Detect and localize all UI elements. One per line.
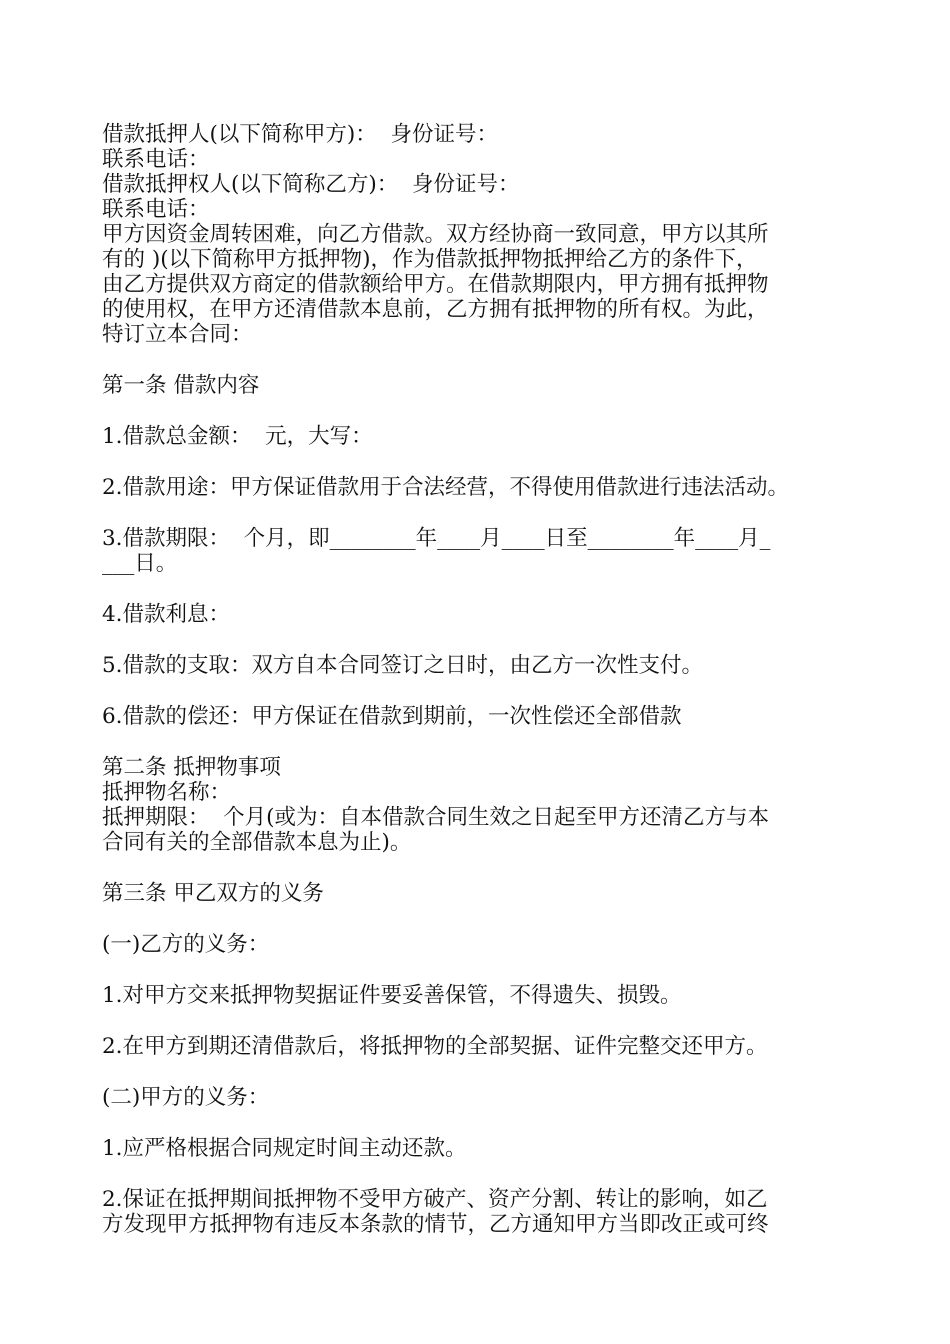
article-1-item-3: 3.借款期限： 个月，即________年____月____日至________年____月_ <box>102 526 771 551</box>
spacer <box>102 1110 862 1136</box>
intro-line: 由乙方提供双方商定的借款额给甲方。在借款期限内，甲方拥有抵押物 <box>102 272 769 297</box>
spacer <box>102 576 862 602</box>
article-1-item-1: 1.借款总金额： 元，大写： <box>102 424 373 449</box>
party-b-phone: 联系电话： <box>102 197 210 222</box>
spacer <box>102 855 862 881</box>
party-a-duties-heading: (二)甲方的义务： <box>102 1085 270 1110</box>
contract-document <box>102 122 862 1237</box>
party-b-line: 借款抵押权人(以下简称乙方)： 身份证号： <box>102 172 520 197</box>
intro-line: 的使用权，在甲方还清借款本息前，乙方拥有抵押物的所有权。为此， <box>102 297 769 322</box>
spacer <box>102 729 862 755</box>
spacer <box>102 1161 862 1187</box>
spacer <box>102 957 862 983</box>
spacer <box>102 1059 862 1085</box>
article-2-term: 抵押期限： 个月(或为：自本借款合同生效之日起至甲方还清乙方与本 <box>102 805 770 830</box>
spacer <box>102 1008 862 1034</box>
spacer <box>102 906 862 932</box>
spacer <box>102 449 862 475</box>
intro-line: 有的 )(以下简称甲方抵押物)，作为借款抵押物抵押给乙方的条件下， <box>102 247 758 272</box>
party-a-duty-2-cont: 方发现甲方抵押物有违反本条款的情节，乙方通知甲方当即改正或可终 <box>102 1212 769 1237</box>
article-2-term-cont: 合同有关的全部借款本息为止)。 <box>102 830 412 855</box>
spacer <box>102 347 862 373</box>
article-1-item-2: 2.借款用途：甲方保证借款用于合法经营，不得使用借款进行违法活动。 <box>102 475 790 500</box>
article-2-title: 第二条 抵押物事项 <box>102 755 281 780</box>
article-1-item-4: 4.借款利息： <box>102 602 231 627</box>
party-a-duty-2: 2.保证在抵押期间抵押物不受甲方破产、资产分割、转让的影响，如乙 <box>102 1187 768 1212</box>
article-1-item-5: 5.借款的支取：双方自本合同签订之日时，由乙方一次性支付。 <box>102 653 704 678</box>
article-2-name: 抵押物名称： <box>102 780 232 805</box>
article-1-item-3-cont: ___日。 <box>102 551 178 576</box>
article-1-item-6: 6.借款的偿还：甲方保证在借款到期前，一次性偿还全部借款 <box>102 704 682 729</box>
spacer <box>102 500 862 526</box>
intro-line: 甲方因资金周转困难，向乙方借款。双方经协商一致同意，甲方以其所 <box>102 222 769 247</box>
spacer <box>102 627 862 653</box>
spacer <box>102 678 862 704</box>
party-b-duty-1: 1.对甲方交来抵押物契据证件要妥善保管，不得遗失、损毁。 <box>102 983 682 1008</box>
party-b-duty-2: 2.在甲方到期还清借款后，将抵押物的全部契据、证件完整交还甲方。 <box>102 1034 768 1059</box>
party-b-duties-heading: (一)乙方的义务： <box>102 932 270 957</box>
party-a-duty-1: 1.应严格根据合同规定时间主动还款。 <box>102 1136 467 1161</box>
spacer <box>102 398 862 424</box>
article-1-title: 第一条 借款内容 <box>102 373 260 398</box>
party-a-line: 借款抵押人(以下简称甲方)： 身份证号： <box>102 122 498 147</box>
article-3-title: 第三条 甲乙双方的义务 <box>102 881 324 906</box>
party-a-phone: 联系电话： <box>102 147 210 172</box>
intro-line: 特订立本合同： <box>102 322 253 347</box>
